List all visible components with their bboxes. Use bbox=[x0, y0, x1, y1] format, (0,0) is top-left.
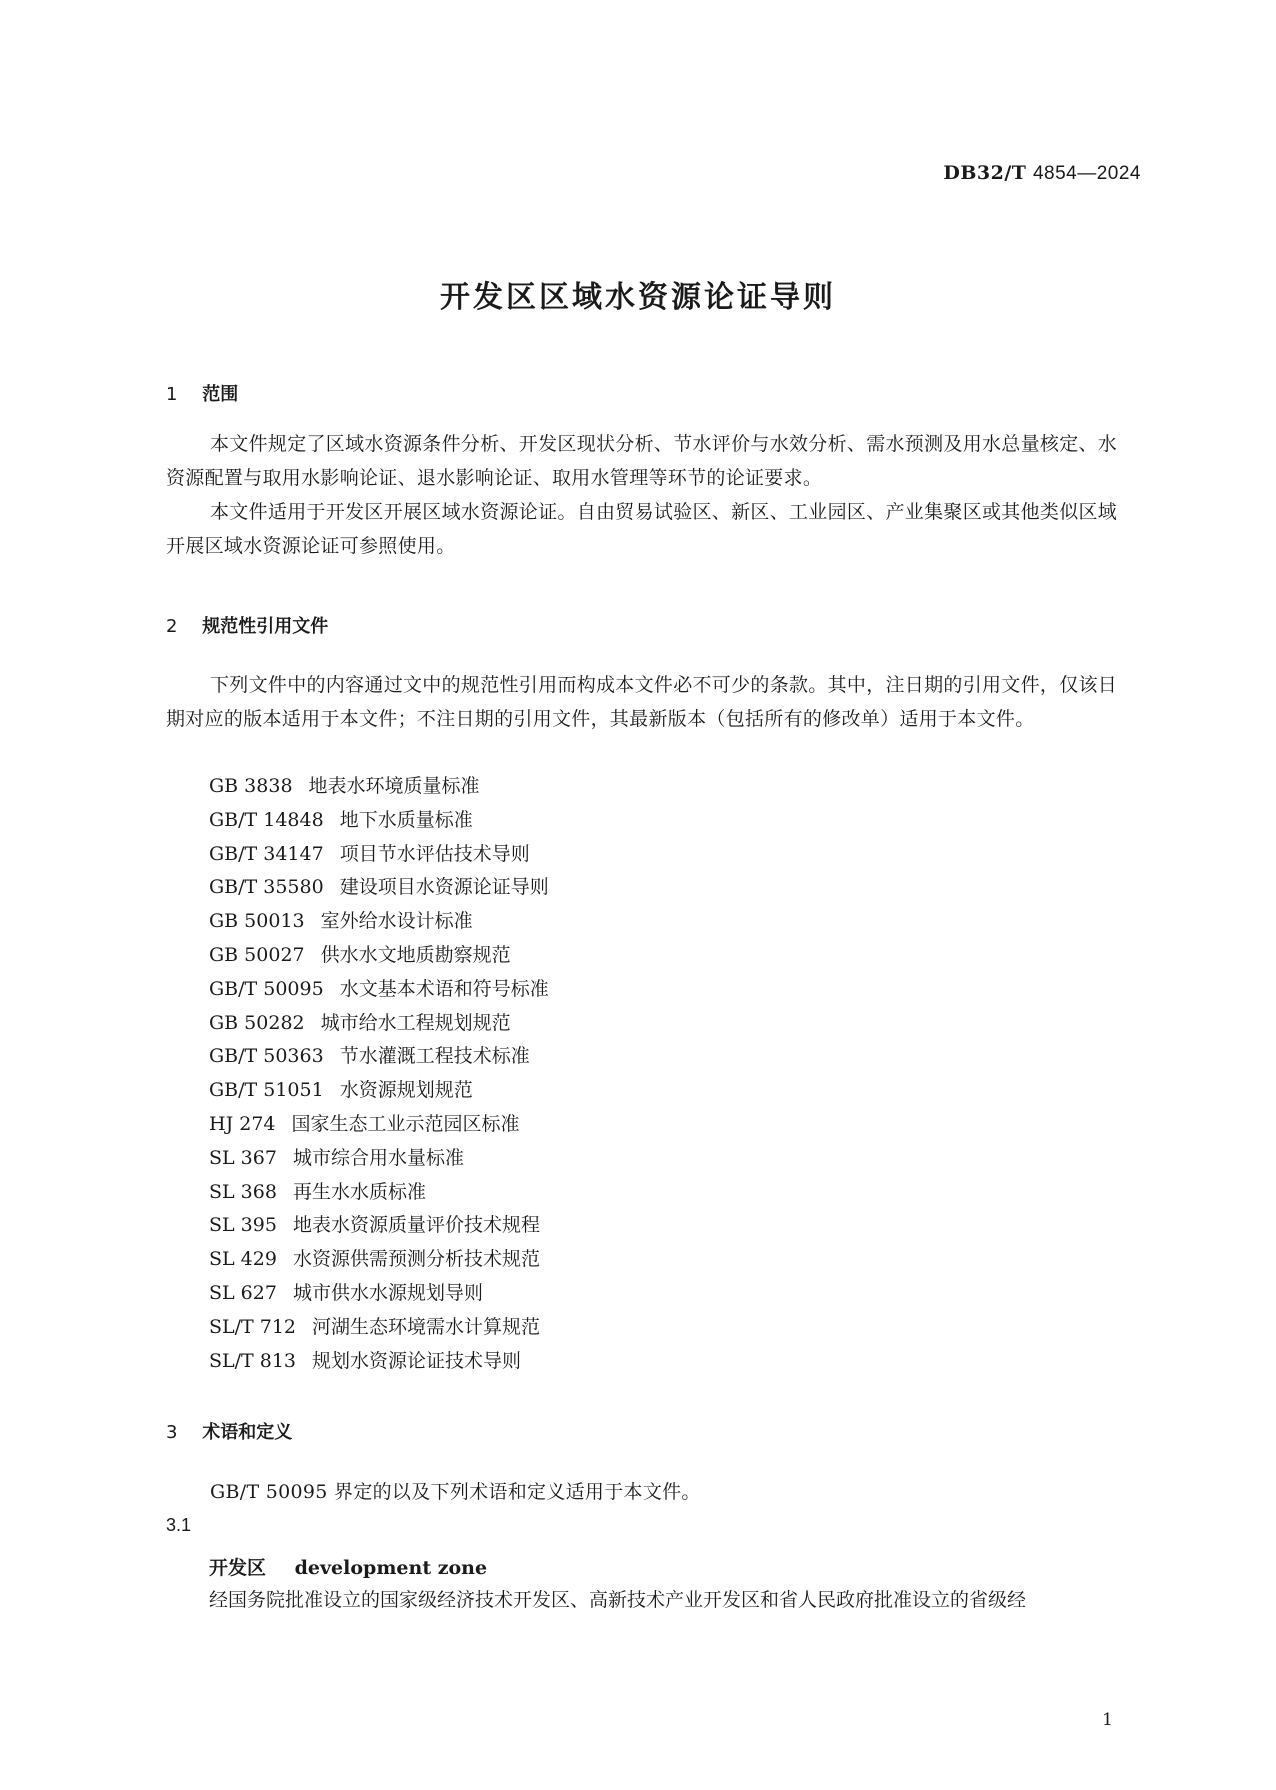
reference-item bbox=[209, 1277, 549, 1311]
reference-name: 城市供水水源规划导则 bbox=[292, 1281, 483, 1304]
reference-item bbox=[209, 1311, 549, 1345]
reference-code: GB/T 51051 bbox=[209, 1079, 324, 1102]
section-number: 3 bbox=[166, 1422, 178, 1443]
section-title: 规范性引用文件 bbox=[202, 616, 329, 637]
term-chinese: 开发区 bbox=[209, 1557, 267, 1579]
section-1-heading bbox=[166, 380, 238, 406]
reference-name: 水资源供需预测分析技术规范 bbox=[292, 1248, 540, 1271]
section-2-heading bbox=[166, 612, 328, 638]
reference-code: GB 50013 bbox=[209, 910, 305, 933]
section-number: 2 bbox=[166, 616, 178, 637]
reference-code: GB 50027 bbox=[209, 943, 305, 966]
doc-code-prefix: DB32/T bbox=[943, 162, 1027, 184]
reference-name: 地下水质量标准 bbox=[339, 808, 473, 831]
reference-code: SL 429 bbox=[209, 1248, 277, 1271]
reference-item bbox=[209, 1040, 549, 1074]
section-title: 范围 bbox=[202, 384, 239, 405]
section-1-paragraph-2: 本文件适用于开发区开展区域水资源论证。自由贸易试验区、新区、工业园区、产业集聚区或其他类似区域开展区域水资源论证可参照使用。 bbox=[166, 501, 1118, 557]
section-number: 1 bbox=[166, 384, 178, 405]
reference-name: 河湖生态环境需水计算规范 bbox=[312, 1315, 541, 1338]
reference-item bbox=[209, 1074, 549, 1108]
reference-item bbox=[209, 1108, 549, 1142]
reference-item bbox=[209, 1007, 549, 1041]
reference-item bbox=[209, 1345, 549, 1379]
reference-item bbox=[209, 1176, 549, 1210]
reference-code: GB/T 34147 bbox=[209, 842, 324, 865]
reference-name: 再生水水质标准 bbox=[292, 1180, 426, 1203]
reference-item bbox=[209, 1142, 549, 1176]
section-2-paragraph-1: 下列文件中的内容通过文中的规范性引用而构成本文件必不可少的条款。其中，注日期的引用文件，仅该日期对应的版本适用于本文件；不注日期的引用文件，其最新版本（包括所有的修改单）适用于本文件。 bbox=[166, 674, 1118, 730]
reference-code: GB 50282 bbox=[209, 1011, 305, 1034]
reference-code: SL 627 bbox=[209, 1281, 277, 1304]
reference-name: 供水水文地质勘察规范 bbox=[320, 943, 511, 966]
reference-code: SL 368 bbox=[209, 1180, 277, 1203]
page-number: 1 bbox=[1102, 1710, 1113, 1730]
reference-name: 国家生态工业示范园区标准 bbox=[291, 1112, 520, 1135]
reference-item bbox=[209, 939, 549, 973]
reference-name: 规划水资源论证技术导则 bbox=[312, 1349, 522, 1372]
reference-code: GB 3838 bbox=[209, 775, 293, 797]
reference-name: 建设项目水资源论证导则 bbox=[339, 876, 549, 899]
term-title bbox=[209, 1553, 487, 1580]
reference-code: GB/T 35580 bbox=[209, 876, 324, 899]
reference-item bbox=[209, 1243, 549, 1277]
term-number: 3.1 bbox=[166, 1515, 192, 1535]
reference-name: 城市给水工程规划规范 bbox=[320, 1011, 511, 1034]
reference-item bbox=[209, 871, 549, 905]
reference-name: 水资源规划规范 bbox=[339, 1079, 473, 1102]
section-title: 术语和定义 bbox=[202, 1422, 293, 1443]
section-3-paragraph-1: GB/T 50095 界定的以及下列术语和定义适用于本文件。 bbox=[210, 1481, 701, 1503]
reference-item bbox=[209, 804, 549, 838]
doc-code-number: 4854—2024 bbox=[1032, 163, 1141, 184]
reference-code: HJ 274 bbox=[209, 1112, 276, 1135]
reference-item bbox=[209, 973, 549, 1007]
reference-item bbox=[209, 838, 549, 872]
reference-name: 城市综合用水量标准 bbox=[292, 1146, 464, 1169]
reference-item bbox=[209, 770, 549, 804]
section-3-heading bbox=[166, 1418, 292, 1444]
reference-code: GB/T 14848 bbox=[209, 808, 324, 831]
reference-name: 节水灌溉工程技术标准 bbox=[339, 1045, 530, 1068]
page-title: 开发区区域水资源论证导则 bbox=[440, 280, 836, 315]
reference-name: 室外给水设计标准 bbox=[320, 910, 473, 933]
reference-name: 地表水资源质量评价技术规程 bbox=[292, 1214, 540, 1237]
reference-code: SL 395 bbox=[209, 1214, 277, 1237]
reference-code: GB/T 50363 bbox=[209, 1045, 324, 1068]
reference-name: 项目节水评估技术导则 bbox=[339, 842, 530, 865]
reference-code: SL/T 712 bbox=[209, 1315, 297, 1338]
reference-item bbox=[209, 1209, 549, 1243]
term-definition: 经国务院批准设立的国家级经济技术开发区、高新技术产业开发区和省人民政府批准设立的省级经 bbox=[209, 1589, 1027, 1611]
reference-name: 水文基本术语和符号标准 bbox=[339, 977, 549, 1000]
document-code bbox=[943, 162, 1141, 185]
reference-code: GB/T 50095 bbox=[209, 977, 324, 1000]
normative-references-list bbox=[209, 770, 549, 1378]
reference-code: SL 367 bbox=[209, 1146, 277, 1169]
reference-item bbox=[209, 905, 549, 939]
section-1-paragraph-1: 本文件规定了区域水资源条件分析、开发区现状分析、节水评价与水效分析、需水预测及用水总量核定、水资源配置与取用水影响论证、退水影响论证、取用水管理等环节的论证要求。 bbox=[166, 433, 1118, 489]
reference-code: SL/T 813 bbox=[209, 1349, 297, 1372]
term-english: development zone bbox=[294, 1557, 488, 1579]
reference-name: 地表水环境质量标准 bbox=[308, 775, 480, 797]
